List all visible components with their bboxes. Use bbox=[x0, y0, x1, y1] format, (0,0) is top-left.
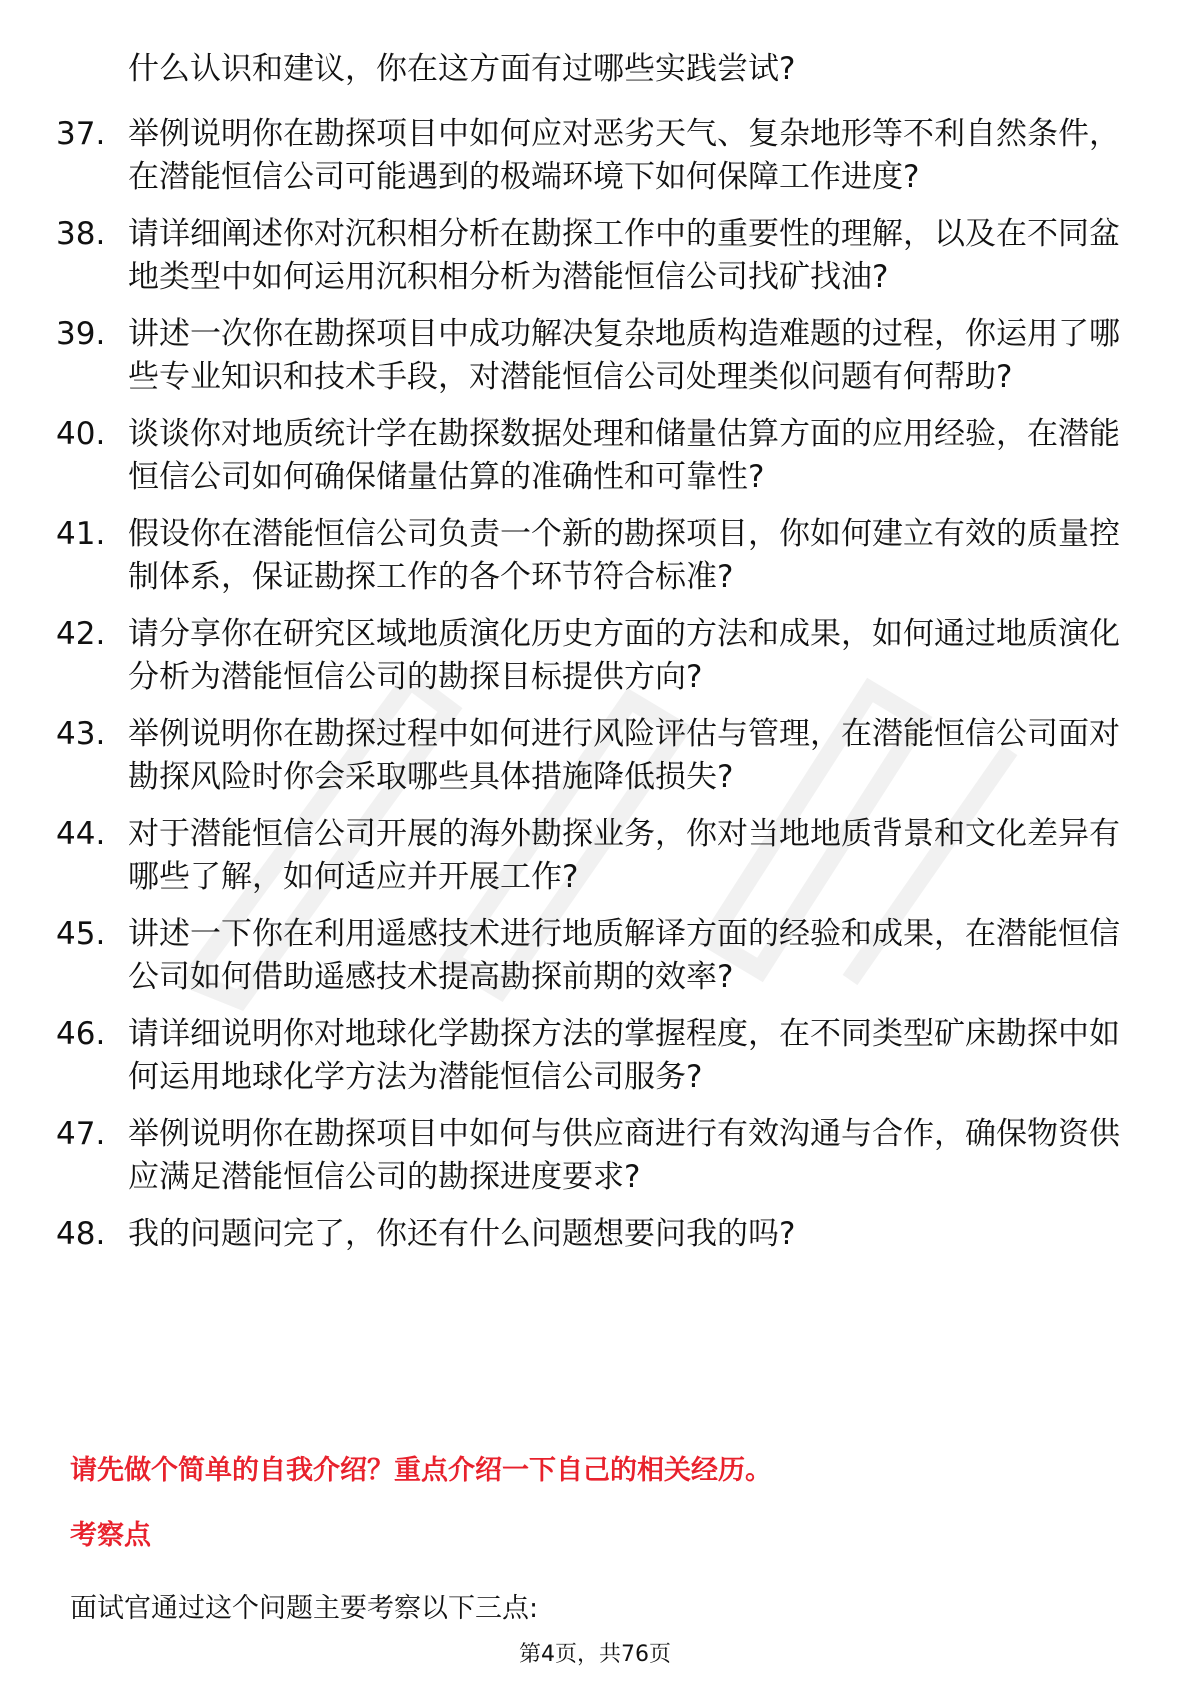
question-number: 41. bbox=[56, 516, 106, 552]
question-text: 请详细说明你对地球化学勘探方法的掌握程度，在不同类型矿床勘探中如何运用地球化学方法为潜能恒信公司服务? bbox=[128, 1016, 1120, 1095]
question-item bbox=[56, 113, 1122, 199]
focus-heading: 考察点 bbox=[70, 1520, 151, 1551]
question-number: 39. bbox=[56, 316, 106, 352]
question-number: 43. bbox=[56, 716, 106, 752]
continuation-text: 什么认识和建议，你在这方面有过哪些实践尝试? bbox=[128, 51, 796, 87]
question-item bbox=[56, 213, 1122, 299]
question-text: 对于潜能恒信公司开展的海外勘探业务，你对当地地质背景和文化差异有哪些了解，如何适应并开展工作? bbox=[128, 816, 1120, 895]
question-text: 请分享你在研究区域地质演化历史方面的方法和成果，如何通过地质演化分析为潜能恒信公司的勘探目标提供方向? bbox=[128, 616, 1120, 695]
question-number: 45. bbox=[56, 916, 106, 952]
question-number: 47. bbox=[56, 1116, 106, 1152]
question-number: 48. bbox=[56, 1216, 106, 1252]
question-text: 举例说明你在勘探过程中如何进行风险评估与管理，在潜能恒信公司面对勘探风险时你会采取哪些具体措施降低损失? bbox=[128, 716, 1120, 795]
intro-question: 请先做个简单的自我介绍？重点介绍一下自己的相关经历。 bbox=[70, 1455, 772, 1486]
question-text: 讲述一下你在利用遥感技术进行地质解译方面的经验和成果，在潜能恒信公司如何借助遥感技术提高勘探前期的效率? bbox=[128, 916, 1120, 995]
question-text: 假设你在潜能恒信公司负责一个新的勘探项目，你如何建立有效的质量控制体系，保证勘探工作的各个环节符合标准? bbox=[128, 516, 1120, 595]
question-item bbox=[56, 713, 1122, 799]
question-text: 讲述一次你在勘探项目中成功解决复杂地质构造难题的过程，你运用了哪些专业知识和技术手段，对潜能恒信公司处理类似问题有何帮助? bbox=[128, 316, 1120, 395]
question-item bbox=[56, 513, 1122, 599]
question-item bbox=[56, 1113, 1122, 1199]
question-number: 37. bbox=[56, 116, 106, 152]
question-item bbox=[56, 1013, 1122, 1099]
question-number: 38. bbox=[56, 216, 106, 252]
question-item bbox=[56, 413, 1122, 499]
question-list bbox=[56, 113, 1122, 1270]
question-item bbox=[56, 313, 1122, 399]
page-footer: 第4页，共76页 bbox=[519, 1642, 671, 1667]
question-text: 举例说明你在勘探项目中如何应对恶劣天气、复杂地形等不利自然条件，在潜能恒信公司可能遇到的极端环境下如何保障工作进度? bbox=[128, 116, 1120, 195]
question-number: 40. bbox=[56, 416, 106, 452]
body-text: 面试官通过这个问题主要考察以下三点: bbox=[70, 1593, 539, 1624]
question-number: 46. bbox=[56, 1016, 106, 1052]
question-number: 44. bbox=[56, 816, 106, 852]
question-text: 谈谈你对地质统计学在勘探数据处理和储量估算方面的应用经验，在潜能恒信公司如何确保储量估算的准确性和可靠性? bbox=[128, 416, 1120, 495]
question-item bbox=[56, 813, 1122, 899]
question-item bbox=[56, 613, 1122, 699]
question-text: 举例说明你在勘探项目中如何与供应商进行有效沟通与合作，确保物资供应满足潜能恒信公司的勘探进度要求? bbox=[128, 1116, 1120, 1195]
question-text: 请详细阐述你对沉积相分析在勘探工作中的重要性的理解，以及在不同盆地类型中如何运用沉积相分析为潜能恒信公司找矿找油? bbox=[128, 216, 1120, 295]
question-number: 42. bbox=[56, 616, 106, 652]
question-item bbox=[56, 1213, 1122, 1256]
question-item bbox=[56, 913, 1122, 999]
question-text: 我的问题问完了，你还有什么问题想要问我的吗? bbox=[128, 1216, 796, 1252]
